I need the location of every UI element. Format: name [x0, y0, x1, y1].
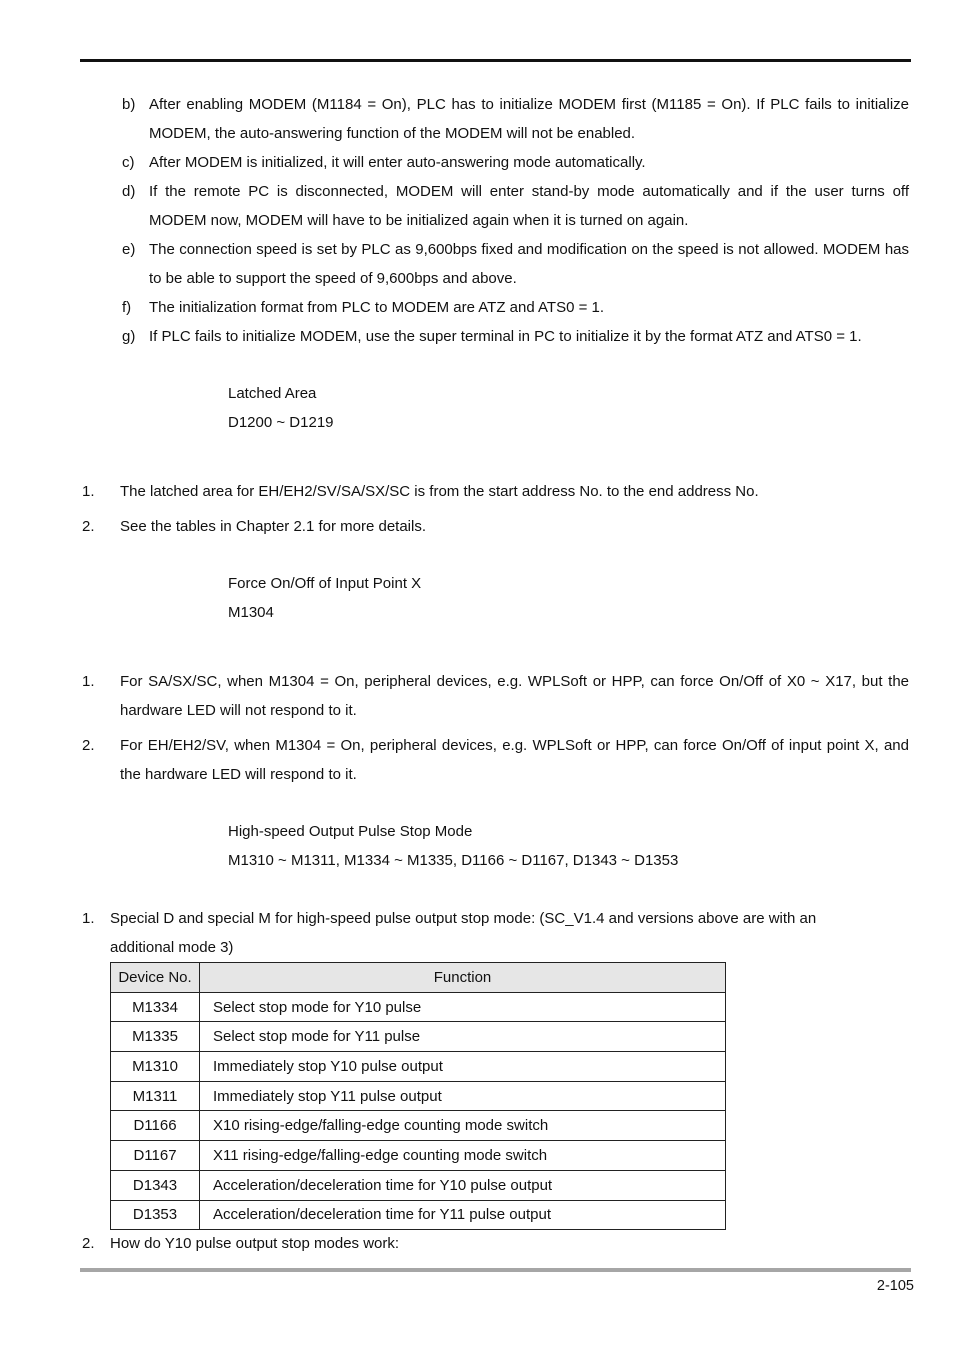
latched-area-notes	[82, 477, 909, 541]
latched-area-heading	[228, 379, 334, 437]
device-cell: D1166	[111, 1111, 200, 1141]
table-row	[111, 1141, 726, 1171]
modem-notes-list	[122, 90, 909, 351]
table-row	[111, 1111, 726, 1141]
pulse-stop-note-2	[82, 1229, 909, 1258]
section-title: Force On/Off of Input Point X	[228, 575, 422, 592]
column-header-device: Device No.	[111, 963, 200, 993]
list-item: g) If PLC fails to initialize MODEM, use the super terminal in PC to initialize it by the format ATZ and ATS0 = 1.	[122, 328, 862, 345]
function-cell: Immediately stop Y11 pulse output	[200, 1081, 726, 1111]
list-item: 2. How do Y10 pulse output stop modes work:	[82, 1235, 400, 1252]
section-devices: M1304	[228, 604, 274, 621]
footer-rule	[80, 1268, 911, 1272]
device-cell: D1353	[111, 1200, 200, 1230]
section-devices: D1200 ~ D1219	[228, 414, 334, 431]
device-cell: D1343	[111, 1170, 200, 1200]
device-function-table	[110, 962, 726, 1230]
function-cell: X10 rising-edge/falling-edge counting mode switch	[200, 1111, 726, 1141]
table-header-row	[111, 963, 726, 993]
table-row	[111, 1052, 726, 1082]
list-item: 2. See the tables in Chapter 2.1 for more details.	[82, 518, 427, 535]
list-item: f) The initialization format from PLC to MODEM are ATZ and ATS0 = 1.	[122, 299, 605, 316]
table-row	[111, 1200, 726, 1230]
device-cell: M1334	[111, 992, 200, 1022]
function-cell: Select stop mode for Y11 pulse	[200, 1022, 726, 1052]
pulse-stop-note-1	[82, 904, 872, 962]
page-number: 2-105	[876, 1278, 914, 1294]
list-item: 1. For SA/SX/SC, when M1304 = On, peripheral devices, e.g. WPLSoft or HPP, can force On/Off of X0 ~ X17, but the hardware LED will not respond to it.	[82, 673, 909, 719]
device-cell: M1311	[111, 1081, 200, 1111]
list-item: e) The connection speed is set by PLC as 9,600bps fixed and modification on the speed is not allowed. MODEM has to be able to support the speed of 9,600bps and above.	[122, 241, 909, 287]
list-item: 2. For EH/EH2/SV, when M1304 = On, peripheral devices, e.g. WPLSoft or HPP, can force On/Off of input point X, and the hardware LED will respond to it.	[82, 737, 909, 783]
column-header-function: Function	[200, 963, 726, 993]
device-cell: M1335	[111, 1022, 200, 1052]
list-item: b) After enabling MODEM (M1184 = On), PLC has to initialize MODEM first (M1185 = On). If PLC fails to initialize MODEM, the auto-answering function of the MODEM will not be enabled.	[122, 96, 909, 142]
device-cell: D1167	[111, 1141, 200, 1171]
list-item: d) If the remote PC is disconnected, MODEM will enter stand-by mode automatically and if the user turns off MODEM now, MODEM will have to be initialized again when it is turned on again.	[122, 183, 909, 229]
force-input-notes	[82, 667, 909, 789]
function-cell: Acceleration/deceleration time for Y11 pulse output	[200, 1200, 726, 1230]
list-item: 1. Special D and special M for high-speed pulse output stop mode: (SC_V1.4 and versions above are with an additional mode 3)	[82, 910, 817, 956]
function-cell: Immediately stop Y10 pulse output	[200, 1052, 726, 1082]
function-cell: Select stop mode for Y10 pulse	[200, 992, 726, 1022]
section-title: High-speed Output Pulse Stop Mode	[228, 823, 473, 840]
table-row	[111, 992, 726, 1022]
section-title: Latched Area	[228, 385, 317, 402]
function-cell: X11 rising-edge/falling-edge counting mode switch	[200, 1141, 726, 1171]
device-cell: M1310	[111, 1052, 200, 1082]
table-row	[111, 1170, 726, 1200]
list-item: 1. The latched area for EH/EH2/SV/SA/SX/SC is from the start address No. to the end address No.	[82, 483, 759, 500]
table-row	[111, 1022, 726, 1052]
section-devices: M1310 ~ M1311, M1334 ~ M1335, D1166 ~ D1167, D1343 ~ D1353	[228, 852, 679, 869]
function-cell: Acceleration/deceleration time for Y10 pulse output	[200, 1170, 726, 1200]
header-rule	[80, 59, 911, 62]
table-row	[111, 1081, 726, 1111]
list-item: c) After MODEM is initialized, it will enter auto-answering mode automatically.	[122, 154, 646, 171]
force-input-heading	[228, 569, 421, 627]
pulse-stop-heading	[228, 817, 678, 875]
